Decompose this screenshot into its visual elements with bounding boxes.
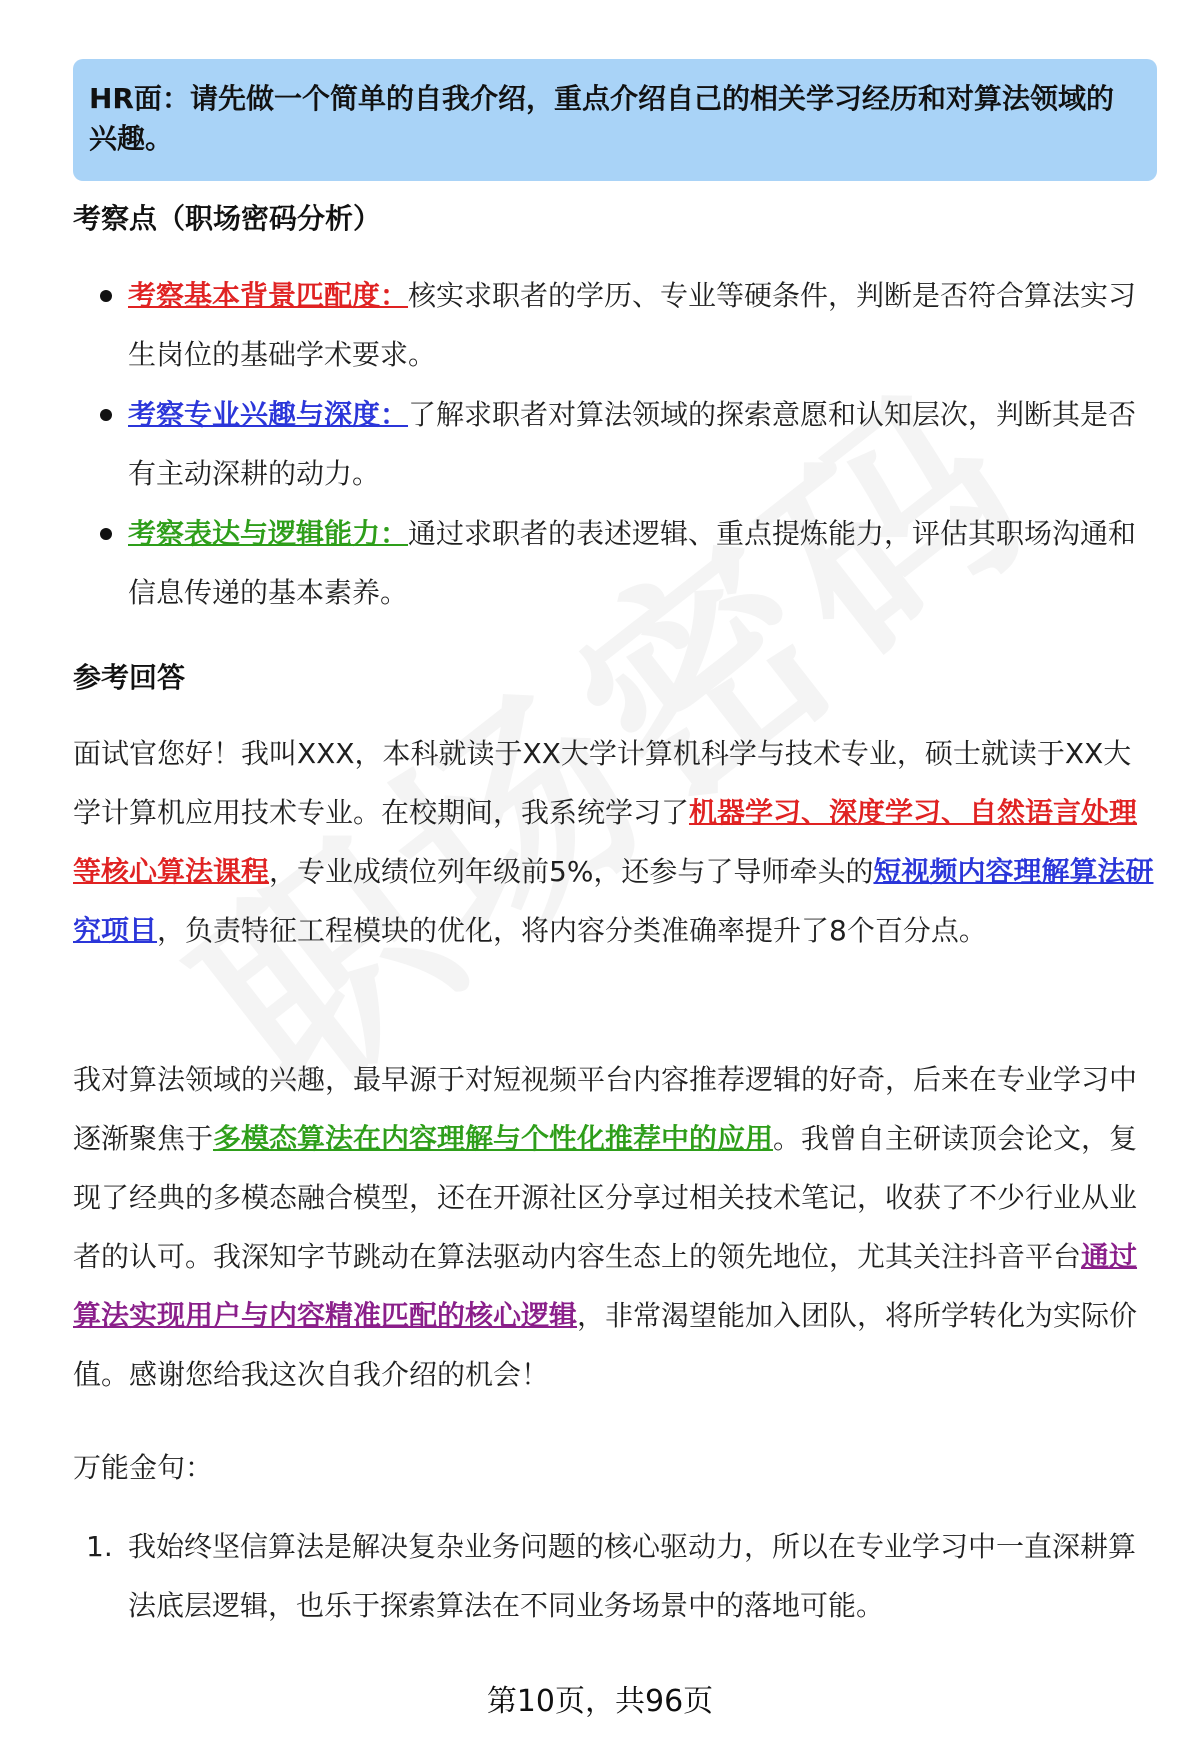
paragraph-text: ，负责特征工程模块的优化，将内容分类准确率提升了8个百分点。 [157,914,987,947]
focus-item-text: 了解求职者对算法领域的探索意愿和认知层次，判断其是否有主动深耕的动力。 [128,398,1137,490]
list-item [73,385,1153,503]
highlight-core-logic: 通过算法实现用户与内容精准匹配的核心逻辑 [73,1240,1138,1332]
highlight-courses: 机器学习、深度学习、自然语言处理等核心算法课程 [73,796,1138,888]
paragraph-text: ，专业成绩位列年级前5%，还参与了导师牵头的 [269,855,874,888]
highlight-multimodal: 多模态算法在内容理解与个性化推荐中的应用 [213,1122,774,1155]
answer-section-title: 参考回答 [73,661,186,694]
bullet-dot-icon [100,290,112,302]
focus-list [73,266,1153,623]
golden-sentences-list [73,1517,1158,1635]
highlight-project: 短视频内容理解算法研究项目 [73,855,1154,947]
paragraph-text: ，非常渴望能加入团队，将所学转化为实际价值。感谢您给我这次自我介绍的机会！ [73,1299,1138,1391]
question-box [73,59,1157,181]
focus-item-text: 通过求职者的表述逻辑、重点提炼能力，评估其职场沟通和信息传递的基本素养。 [128,517,1137,609]
list-item [73,504,1153,622]
golden-sentences-label: 万能金句： [73,1451,214,1484]
paragraph-text: 。我曾自主研读顶会论文，复现了经典的多模态融合模型，还在开源社区分享过相关技术笔记，收获了不少行业从业者的认可。我深知字节跳动在算法驱动内容生态上的领先地位，尤其关注抖音平台 [73,1122,1138,1273]
focus-item-label: 考察专业兴趣与深度： [128,398,409,431]
paragraph-text: 我对算法领域的兴趣，最早源于对短视频平台内容推荐逻辑的好奇，后来在专业学习中逐渐聚焦于 [73,1063,1138,1155]
list-item [73,1517,1158,1635]
focus-item-label: 考察表达与逻辑能力： [128,517,409,550]
golden-sentence-text: 我始终坚信算法是解决复杂业务问题的核心驱动力，所以在专业学习中一直深耕算法底层逻辑，也乐于探索算法在不同业务场景中的落地可能。 [128,1530,1137,1622]
bullet-dot-icon [100,409,112,421]
focus-section-title: 考察点（职场密码分析） [73,202,382,235]
focus-item-label: 考察基本背景匹配度： [128,279,409,312]
focus-item-text: 核实求职者的学历、专业等硬条件，判断是否符合算法实习生岗位的基础学术要求。 [128,279,1137,371]
question-text: HR面：请先做一个简单的自我介绍，重点介绍自己的相关学习经历和对算法领域的兴趣。 [89,82,1114,155]
bullet-dot-icon [100,528,112,540]
paragraph-text: 面试官您好！我叫XXX，本科就读于XX大学计算机科学与技术专业，硕士就读于XX大学计算机应用技术专业。在校期间，我系统学习了 [73,737,1132,829]
list-number: 1. [86,1530,113,1563]
answer-paragraph-1 [73,724,1158,960]
list-item [73,266,1153,384]
page-number: 第10页，共96页 [486,1684,714,1719]
answer-paragraph-2 [73,1050,1158,1404]
